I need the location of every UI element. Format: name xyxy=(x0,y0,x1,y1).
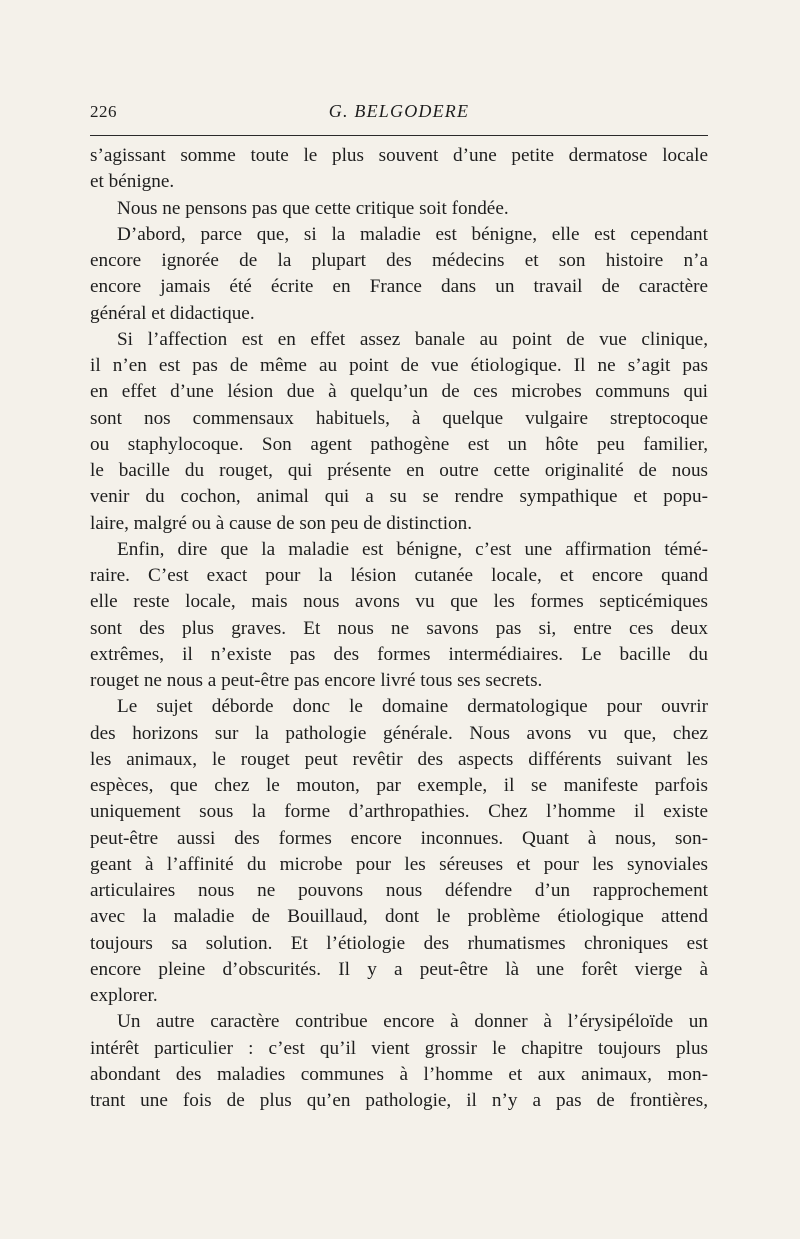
text-line: abondant des maladies communes à l’homme et aux animaux, mon- xyxy=(90,1063,708,1085)
text-line: raire. C’est exact pour la lésion cutanée locale, et encore quand xyxy=(90,565,708,586)
text-line: avec la maladie de Bouillaud, dont le problème étiologique attend xyxy=(90,906,708,928)
text-line: trant une fois de plus qu’en pathologie, il n’y a pas de frontières, xyxy=(90,1090,708,1111)
text-line: encore ignorée de la plupart des médecins et son histoire n’a xyxy=(90,250,708,271)
text-line: uniquement sous la forme d’arthropathies. Chez l’homme il existe xyxy=(90,801,708,823)
text-line: ou staphylocoque. Son agent pathogène est un hôte peu familier, xyxy=(90,433,708,455)
text-line: général et didactique. xyxy=(90,302,255,324)
text-line: en effet d’une lésion due à quelqu’un de ces microbes communs qui xyxy=(90,381,708,403)
paragraph xyxy=(90,327,708,537)
text-line: toujours sa solution. Et l’étiologie des rhumatismes chroniques est xyxy=(90,932,708,954)
paragraph xyxy=(90,694,708,1009)
text-line: s’agissant somme toute le plus souvent d’une petite dermatose locale xyxy=(90,145,708,166)
text-line: articulaires nous ne pouvons nous défendre d’un rapprochement xyxy=(90,880,708,901)
text-line: extrêmes, il n’existe pas des formes intermédiaires. Le bacille du xyxy=(90,643,708,665)
body-text xyxy=(90,143,708,1114)
text-line: intérêt particulier : c’est qu’il vient grossir le chapitre toujours plus xyxy=(90,1037,708,1059)
text-line: Un autre caractère contribue encore à donner à l’érysipéloïde un xyxy=(117,1011,708,1033)
text-line: laire, malgré ou à cause de son peu de distinction. xyxy=(90,512,473,534)
text-line: Si l’affection est en effet assez banale au point de vue clinique, xyxy=(117,328,708,350)
text-line: encore pleine d’obscurités. Il y a peut-être là une forêt vierge à xyxy=(90,958,708,980)
text-line: Enfin, dire que la maladie est bénigne, c’est une affirmation témé- xyxy=(117,538,708,560)
text-line: elle reste locale, mais nous avons vu que les formes septicémiques xyxy=(90,591,708,613)
text-line: peut-être aussi des formes encore inconnues. Quant à nous, son- xyxy=(90,827,708,849)
text-line: geant à l’affinité du microbe pour les séreuses et pour les synoviales xyxy=(90,853,708,875)
text-line: le bacille du rouget, qui présente en outre cette originalité de nous xyxy=(90,460,708,481)
text-line: venir du cochon, animal qui a su se rendre sympathique et popu- xyxy=(90,486,708,508)
paragraph xyxy=(90,537,708,695)
page-number: 226 xyxy=(90,102,117,121)
text-line: des horizons sur la pathologie générale. Nous avons vu que, chez xyxy=(90,722,708,744)
text-line: explorer. xyxy=(90,985,158,1006)
paragraph xyxy=(90,196,708,222)
text-line: et bénigne. xyxy=(90,171,175,193)
running-head: G. BELGODERE xyxy=(328,101,470,121)
header-rule xyxy=(90,135,708,136)
page-header xyxy=(90,100,708,130)
text-line: il n’en est pas de même au point de vue étiologique. Il ne s’agit pas xyxy=(90,355,708,376)
text-line: sont nos commensaux habituels, à quelque vulgaire streptocoque xyxy=(90,407,708,429)
paragraph xyxy=(90,143,708,196)
text-line: rouget ne nous a peut-être pas encore livré tous ses secrets. xyxy=(90,670,543,691)
text-line: espèces, que chez le mouton, par exemple, il se manifeste parfois xyxy=(90,775,708,796)
text-line: Nous ne pensons pas que cette critique soit fondée. xyxy=(117,197,509,219)
text-line: les animaux, le rouget peut revêtir des aspects différents suivant les xyxy=(90,748,708,770)
paragraph xyxy=(90,222,708,327)
text-line: D’abord, parce que, si la maladie est bénigne, elle est cependant xyxy=(117,223,708,245)
paragraph xyxy=(90,1009,708,1114)
text-line: Le sujet déborde donc le domaine dermatologique pour ouvrir xyxy=(117,696,708,718)
text-line: encore jamais été écrite en France dans un travail de caractère xyxy=(90,276,708,298)
text-line: sont des plus graves. Et nous ne savons pas si, entre ces deux xyxy=(90,617,708,639)
